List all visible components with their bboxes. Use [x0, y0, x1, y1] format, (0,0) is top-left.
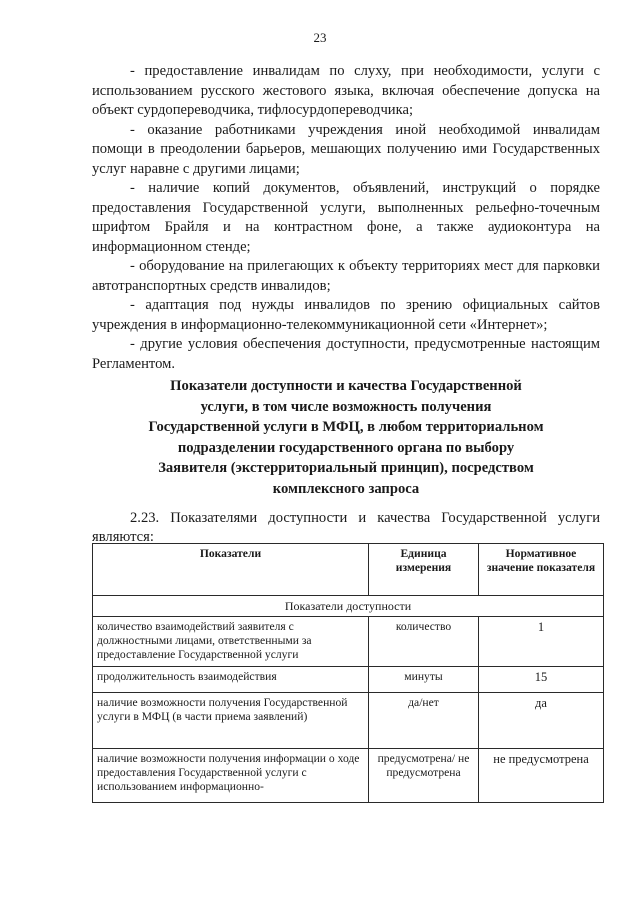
header-unit: Единица измерения: [369, 544, 479, 596]
list-item: - наличие копий документов, объявлений, инструкций о порядке предоставления Государственной услуги, выполненных рельефно-точечным шрифтом Брайля и на контрастном фоне, а также аудиоконтура на информационном стенде;: [92, 180, 600, 255]
heading-line: Показатели доступности и качества Государственной: [170, 378, 522, 394]
table-header-row: [93, 544, 604, 596]
cell-unit: количество: [369, 617, 479, 667]
heading-line: услуги, в том числе возможность получения: [200, 398, 492, 415]
section-intro: [92, 509, 600, 547]
cell-indicator: продолжительность взаимодействия: [93, 667, 369, 693]
cell-value: да: [479, 693, 604, 749]
page-number: 23: [313, 30, 327, 45]
cell-indicator: количество взаимодействий заявителя с должностными лицами, ответственными за предоставление Государственной услуги: [93, 617, 369, 667]
list-item: - оборудование на прилегающих к объекту территориях мест для парковки автотранспортных средств инвалидов;: [92, 258, 600, 294]
heading-line: комплексного запроса: [272, 480, 420, 497]
cell-unit: предусмотрена/ не предусмотрена: [369, 749, 479, 803]
cell-value: 1: [479, 617, 604, 667]
intro-paragraph: 2.23. Показателями доступности и качества Государственной услуги являются:: [92, 510, 600, 545]
cell-indicator: наличие возможности получения Государственной услуги в МФЦ (в части приема заявлений): [93, 693, 369, 749]
table-row: [93, 749, 604, 803]
heading-line: Заявителя (экстерриториальный принцип), посредством: [158, 460, 534, 476]
accessibility-measures-list: [92, 62, 600, 374]
indicators-table: [92, 543, 604, 803]
header-norm-value: Нормативное значение показателя: [479, 544, 604, 596]
cell-unit: да/нет: [369, 693, 479, 749]
list-item: - предоставление инвалидам по слуху, при необходимости, услуги с использованием русского жестового языка, включая обеспечение допуска на объект сурдопереводчика, тифлосурдопереводчика;: [92, 63, 600, 118]
table-row: [93, 667, 604, 693]
cell-value: не предусмотрена: [479, 749, 604, 803]
header-indicator: Показатели: [93, 544, 369, 596]
list-item: - адаптация под нужды инвалидов по зрению официальных сайтов учреждения в информационно-телекоммуникационной сети «Интернет»;: [92, 297, 600, 333]
table-row: [93, 617, 604, 667]
list-item: - оказание работниками учреждения иной необходимой инвалидам помощи в преодолении барьеров, мешающих получению ими Государственных услуг наравне с другими лицами;: [92, 121, 600, 177]
cell-unit: минуты: [369, 667, 479, 693]
heading-line: Государственной услуги в МФЦ, в любом территориальном: [148, 419, 544, 435]
heading-line: подразделении государственного органа по выбору: [177, 439, 515, 456]
table-subheader-row: [93, 596, 604, 617]
section-heading: [92, 376, 600, 499]
cell-indicator: наличие возможности получения информации о ходе предоставления Государственной услуги с использованием информационно-: [93, 749, 369, 803]
list-item: - другие условия обеспечения доступности, предусмотренные настоящим Регламентом.: [92, 336, 600, 372]
subheader-accessibility: Показатели доступности: [93, 596, 604, 617]
table-row: [93, 693, 604, 749]
cell-value: 15: [479, 667, 604, 693]
